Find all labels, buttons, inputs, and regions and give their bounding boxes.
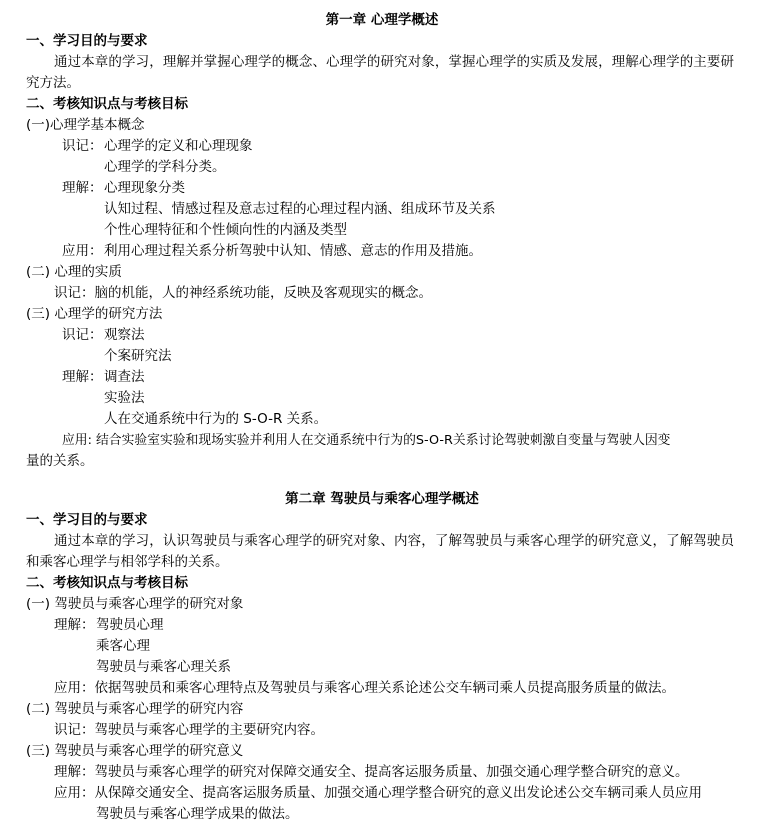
- ch2-point-1-lijie-item-3: 驾驶员与乘客心理关系: [96, 659, 231, 675]
- ch1-point-3-lijie-item-1: 调查法: [104, 369, 145, 385]
- ch2-point-3-yingyong-line-1: 应用：从保障交通安全、提高客运服务质量、加强交通心理学整合研究的意义出发论述公交车辆司乘人员应用: [54, 785, 702, 801]
- ch2-point-3-lijie: 理解：驾驶员与乘客心理学的研究对保障交通安全、提高客运服务质量、加强交通心理学整合研究的意义。: [54, 764, 689, 780]
- ch1-point-3-yingyong-line-2: 量的关系。: [26, 453, 94, 469]
- ch2-section-1-paragraph: 通过本章的学习，认识驾驶员与乘客心理学的研究对象、内容，了解驾驶员与乘客心理学的研究意义，了解驾驶员和乘客心理学与相邻学科的关系。: [26, 533, 734, 570]
- ch1-point-3-lijie-label: 理解：: [62, 369, 103, 385]
- ch2-point-1-yingyong: 应用：依据驾驶员和乘客心理特点及驾驶员与乘客心理关系论述公交车辆司乘人员提高服务质量的做法。: [54, 680, 675, 696]
- ch1-point-1-yingyong-item-1: 利用心理过程关系分析驾驶中认知、情感、意志的作用及措施。: [104, 243, 482, 259]
- ch2-point-1-heading: (一) 驾驶员与乘客心理学的研究对象: [26, 596, 244, 612]
- ch2-point-2-heading: (二) 驾驶员与乘客心理学的研究内容: [26, 701, 244, 717]
- ch2-point-1-lijie-item-2: 乘客心理: [96, 638, 150, 654]
- ch1-point-3-yingyong-line-1: 应用: 结合实验室实验和现场实验并利用人在交通系统中行为的S-O-R关系讨论驾驶刺激自变量与驾驶人因变: [62, 433, 671, 448]
- chapter-2-title: 第二章 驾驶员与乘客心理学概述: [285, 491, 479, 507]
- ch2-point-1-lijie-item-1: 驾驶员心理: [96, 617, 164, 633]
- ch1-point-1-shiji-item-2: 心理学的学科分类。: [104, 159, 226, 175]
- ch1-point-1-lijie-item-1: 心理现象分类: [104, 180, 185, 196]
- ch1-point-3-lijie-item-2: 实验法: [104, 390, 145, 406]
- ch1-point-2-heading: (二) 心理的实质: [26, 264, 122, 280]
- ch2-point-3-heading: (三) 驾驶员与乘客心理学的研究意义: [26, 743, 244, 759]
- ch2-section-2-heading: 二、考核知识点与考核目标: [26, 575, 188, 591]
- ch1-point-1-lijie-item-2: 认知过程、情感过程及意志过程的心理过程内涵、组成环节及关系: [104, 201, 496, 217]
- ch1-section-2-heading: 二、考核知识点与考核目标: [26, 96, 188, 112]
- ch1-point-3-shiji-item-2: 个案研究法: [104, 348, 172, 364]
- ch2-point-1-lijie-label: 理解：: [54, 617, 95, 633]
- ch1-point-3-lijie-item-3: 人在交通系统中行为的 S-O-R 关系。: [104, 411, 328, 427]
- ch1-point-3-shiji-item-1: 观察法: [104, 327, 145, 343]
- ch1-point-1-lijie-label: 理解：: [62, 180, 103, 196]
- ch1-point-2-shiji: 识记：脑的机能，人的神经系统功能，反映及客观现实的概念。: [54, 285, 432, 301]
- ch1-section-1-heading: 一、学习目的与要求: [26, 33, 148, 49]
- ch1-section-1-paragraph: 通过本章的学习，理解并掌握心理学的概念、心理学的研究对象，掌握心理学的实质及发展，理解心理学的主要研究方法。: [26, 54, 734, 91]
- ch2-section-1-heading: 一、学习目的与要求: [26, 512, 148, 528]
- ch1-point-1-lijie-item-3: 个性心理特征和个性倾向性的内涵及类型: [104, 222, 347, 238]
- ch1-point-3-heading: (三) 心理学的研究方法: [26, 306, 163, 322]
- ch1-point-1-heading: (一)心理学基本概念: [26, 117, 145, 133]
- chapter-1-title: 第一章 心理学概述: [325, 12, 439, 28]
- ch1-point-1-shiji-label: 识记：: [62, 138, 103, 154]
- ch1-point-1-yingyong-label: 应用：: [62, 243, 103, 259]
- ch2-point-3-yingyong-line-2: 驾驶员与乘客心理学成果的做法。: [96, 806, 299, 822]
- ch1-point-1-shiji-item-1: 心理学的定义和心理现象: [104, 138, 253, 154]
- ch2-point-2-shiji: 识记：驾驶员与乘客心理学的主要研究内容。: [54, 722, 324, 738]
- ch1-point-3-shiji-label: 识记：: [62, 327, 103, 343]
